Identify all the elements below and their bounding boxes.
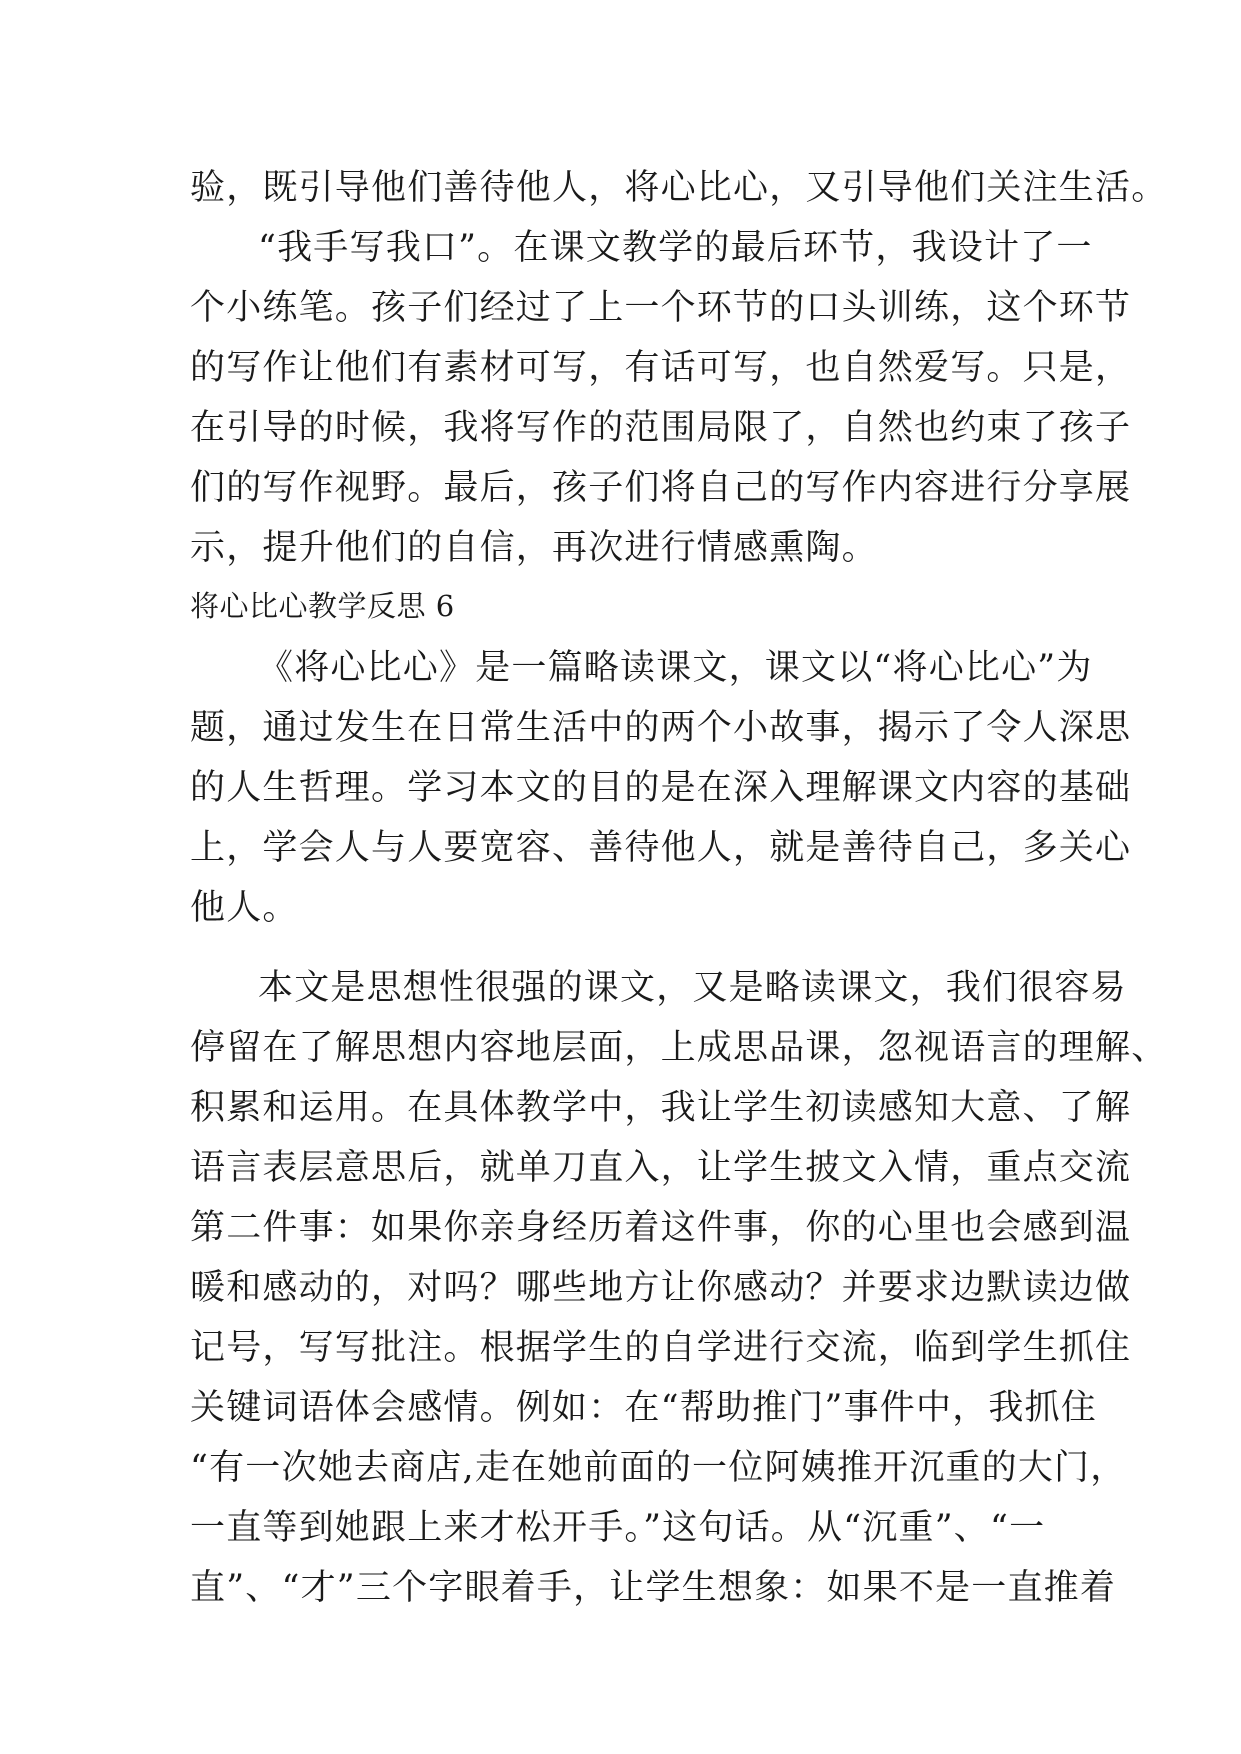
- paragraph-line: 的写作让他们有素材可写，有话可写，也自然爱写。只是，: [190, 348, 1132, 388]
- paragraph-line: 个小练笔。孩子们经过了上一个环节的口头训练，这个环节: [190, 288, 1132, 328]
- paragraph-line: 们的写作视野。最后，孩子们将自己的写作内容进行分享展: [190, 468, 1132, 508]
- paragraph-line: 在引导的时候，我将写作的范围局限了，自然也约束了孩子: [190, 408, 1132, 448]
- paragraph-line: 的人生哲理。学习本文的目的是在深入理解课文内容的基础: [190, 768, 1132, 808]
- paragraph-line: “我手写我口”。在课文教学的最后环节，我设计了一: [258, 228, 1093, 268]
- paragraph-line: 关键词语体会感情。例如：在“帮助推门”事件中，我抓住: [190, 1388, 1097, 1428]
- paragraph-line: 暖和感动的，对吗？哪些地方让你感动？并要求边默读边做: [190, 1268, 1132, 1308]
- paragraph-line: 一直等到她跟上来才松开手。”这句话。从“沉重”、“一: [190, 1508, 1046, 1548]
- paragraph-line: “有一次她去商店,走在她前面的一位阿姨推开沉重的大门，: [190, 1448, 1127, 1488]
- paragraph-line: 记号，写写批注。根据学生的自学进行交流，临到学生抓住: [190, 1328, 1132, 1368]
- paragraph-line: 题，通过发生在日常生活中的两个小故事，揭示了令人深思: [190, 708, 1132, 748]
- paragraph-line: 语言表层意思后，就单刀直入，让学生披文入情，重点交流: [190, 1148, 1132, 1188]
- paragraph-line: 直”、“才”三个字眼着手，让学生想象：如果不是一直推着: [190, 1568, 1117, 1608]
- paragraph-line: 第二件事：如果你亲身经历着这件事，你的心里也会感到温: [190, 1208, 1132, 1248]
- paragraph-line: 他人。: [190, 888, 299, 928]
- paragraph-line: 上，学会人与人要宽容、善待他人，就是善待自己，多关心: [190, 828, 1132, 868]
- paragraph-line: 本文是思想性很强的课文，又是略读课文，我们很容易: [258, 968, 1127, 1008]
- paragraph-line: 示，提升他们的自信，再次进行情感熏陶。: [190, 528, 878, 568]
- paragraph-line: 停留在了解思想内容地层面，上成思品课，忽视语言的理解、: [190, 1028, 1168, 1068]
- paragraph-line: 积累和运用。在具体教学中，我让学生初读感知大意、了解: [190, 1088, 1132, 1128]
- section-heading: 将心比心教学反思 6: [190, 589, 455, 623]
- paragraph-line: 验，既引导他们善待他人，将心比心，又引导他们关注生活。: [190, 168, 1168, 208]
- paragraph-line: 《将心比心》是一篇略读课文，课文以“将心比心”为: [258, 648, 1093, 688]
